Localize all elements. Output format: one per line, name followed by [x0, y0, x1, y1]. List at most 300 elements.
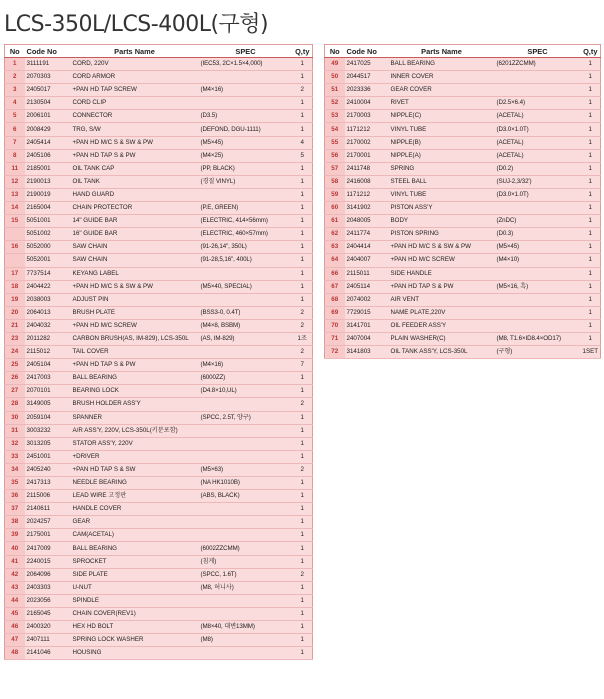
spec-cell: (D4.8×10,UL): [199, 385, 293, 398]
code-no-cell: 2165045: [25, 607, 71, 620]
table-row: [5, 477, 313, 490]
table-row: [5, 123, 313, 136]
code-no-cell: 2417009: [25, 542, 71, 555]
spec-cell: [199, 71, 293, 84]
row-number-cell: 67: [325, 280, 345, 293]
row-number-cell: 13: [5, 188, 25, 201]
row-number-cell: 48: [5, 647, 25, 660]
code-no-cell: 7737514: [25, 267, 71, 280]
quantity-cell: 1SET: [581, 346, 601, 359]
parts-name-cell: BRUSH HOLDER ASS'Y: [71, 398, 199, 411]
row-number-cell: 46: [5, 621, 25, 634]
parts-name-cell: NIPPLE(A): [389, 149, 495, 162]
code-no-cell: 2070303: [25, 71, 71, 84]
row-number-cell: 54: [325, 123, 345, 136]
row-number-cell: 21: [5, 319, 25, 332]
quantity-cell: 1: [293, 411, 313, 424]
table-row: [5, 581, 313, 594]
parts-name-cell: NAME PLATE,220V: [389, 306, 495, 319]
parts-name-cell: TAIL COVER: [71, 346, 199, 359]
quantity-cell: 1: [293, 215, 313, 228]
table-row: [5, 319, 313, 332]
parts-name-cell: NEEDLE BEARING: [71, 477, 199, 490]
spec-cell: (M8): [199, 634, 293, 647]
parts-name-cell: SPRING: [389, 162, 495, 175]
code-no-cell: 2059104: [25, 411, 71, 424]
row-number-cell: 40: [5, 542, 25, 555]
parts-name-cell: U-NUT: [71, 581, 199, 594]
spec-cell: [199, 97, 293, 110]
parts-name-cell: SIDE HANDLE: [389, 267, 495, 280]
table-row: [325, 319, 601, 332]
table-row: [325, 215, 601, 228]
parts-name-cell: +PAN HD TAP S & PW: [71, 149, 199, 162]
spec-cell: [495, 267, 581, 280]
code-no-cell: 2240015: [25, 555, 71, 568]
table-row: [5, 254, 313, 267]
parts-name-cell: LEAD WIRE 고정판: [71, 490, 199, 503]
quantity-cell: 1: [293, 71, 313, 84]
code-no-cell: 3141902: [345, 202, 389, 215]
parts-name-cell: OIL FEEDER ASS'Y: [389, 319, 495, 332]
spec-cell: (M5×40, SPECIAL): [199, 280, 293, 293]
code-no-cell: 2451001: [25, 450, 71, 463]
parts-name-cell: +PAN HD TAP S & SW: [71, 463, 199, 476]
spec-cell: (ACETAL): [495, 136, 581, 149]
row-number-cell: 25: [5, 359, 25, 372]
quantity-cell: 1: [293, 97, 313, 110]
row-number-cell: 1: [5, 58, 25, 71]
quantity-cell: 2: [293, 306, 313, 319]
spec-cell: (ELECTRIC, 460×57mm): [199, 228, 293, 241]
quantity-cell: 2: [293, 398, 313, 411]
parts-name-cell: OIL TANK CAP: [71, 162, 199, 175]
row-number-cell: 59: [325, 188, 345, 201]
row-number-cell: 49: [325, 58, 345, 71]
quantity-cell: 1: [581, 319, 601, 332]
spec-cell: (M4×16): [199, 359, 293, 372]
spec-cell: (D3.5): [199, 110, 293, 123]
spec-cell: [199, 450, 293, 463]
quantity-cell: 1: [581, 110, 601, 123]
parts-name-cell: INNER COVER: [389, 71, 495, 84]
page-title: LCS-350L/LCS-400L(구형): [4, 12, 269, 37]
table-row: [5, 188, 313, 201]
table-row: [5, 450, 313, 463]
spec-cell: (M4×16): [199, 84, 293, 97]
table-row: [5, 372, 313, 385]
code-no-cell: 2175001: [25, 529, 71, 542]
parts-name-cell: AIR VENT: [389, 293, 495, 306]
quantity-cell: 1: [581, 280, 601, 293]
table-row: [5, 71, 313, 84]
row-number-cell: 71: [325, 332, 345, 345]
code-no-cell: 2405017: [25, 84, 71, 97]
table-row: [5, 241, 313, 254]
spec-cell: [199, 594, 293, 607]
parts-name-cell: PLAIN WASHER(C): [389, 332, 495, 345]
header-spec: SPEC: [495, 45, 581, 58]
code-no-cell: 2405414: [25, 136, 71, 149]
parts-name-cell: BALL BEARING: [71, 542, 199, 555]
quantity-cell: 1: [581, 136, 601, 149]
code-no-cell: 3013205: [25, 437, 71, 450]
quantity-cell: 1: [293, 477, 313, 490]
code-no-cell: 2416008: [345, 175, 389, 188]
parts-name-cell: OIL TANK: [71, 175, 199, 188]
table-row: [325, 293, 601, 306]
quantity-cell: 1: [293, 267, 313, 280]
table-row: [5, 175, 313, 188]
quantity-cell: 1: [293, 202, 313, 215]
code-no-cell: 3111191: [25, 58, 71, 71]
row-number-cell: 64: [325, 254, 345, 267]
row-number-cell: 63: [325, 241, 345, 254]
code-no-cell: 2115006: [25, 490, 71, 503]
spec-cell: (M8, T1.6×ID8.4×OD17): [495, 332, 581, 345]
parts-name-cell: SPANNER: [71, 411, 199, 424]
quantity-cell: 1: [293, 241, 313, 254]
spec-cell: (M5×45): [495, 241, 581, 254]
row-number-cell: 39: [5, 529, 25, 542]
quantity-cell: 1: [581, 332, 601, 345]
quantity-cell: 1: [293, 594, 313, 607]
spec-cell: [495, 84, 581, 97]
parts-name-cell: SPRING LOCK WASHER: [71, 634, 199, 647]
table-row: [5, 437, 313, 450]
spec-cell: (D0.2): [495, 162, 581, 175]
row-number-cell: 20: [5, 306, 25, 319]
parts-name-cell: +PAN HD M/C SCREW: [389, 254, 495, 267]
code-no-cell: 2170001: [345, 149, 389, 162]
parts-name-cell: STATOR ASS'Y, 220V: [71, 437, 199, 450]
spec-cell: (ABS, BLACK): [199, 490, 293, 503]
row-number-cell: 34: [5, 463, 25, 476]
code-no-cell: 2405104: [25, 359, 71, 372]
quantity-cell: 4: [293, 136, 313, 149]
row-number-cell: 70: [325, 319, 345, 332]
quantity-cell: 1: [293, 542, 313, 555]
spec-cell: (M8×40, 대변13MM): [199, 621, 293, 634]
code-no-cell: 2115011: [345, 267, 389, 280]
spec-cell: (ELECTRIC, 414×56mm): [199, 215, 293, 228]
table-row: [5, 411, 313, 424]
code-no-cell: 2070101: [25, 385, 71, 398]
table-row: [325, 58, 601, 71]
parts-name-cell: SPROCKET: [71, 555, 199, 568]
parts-name-cell: +DRIVER: [71, 450, 199, 463]
parts-name-cell: SAW CHAIN: [71, 254, 199, 267]
header-code: Code No: [25, 45, 71, 58]
code-no-cell: 2190019: [25, 188, 71, 201]
row-number-cell: 56: [325, 149, 345, 162]
table-row: [5, 280, 313, 293]
quantity-cell: 1: [293, 175, 313, 188]
spec-cell: (구형): [495, 346, 581, 359]
table-row: [325, 188, 601, 201]
quantity-cell: 1: [293, 254, 313, 267]
parts-name-cell: GEAR COVER: [389, 84, 495, 97]
quantity-cell: 1: [581, 188, 601, 201]
quantity-cell: 1: [581, 97, 601, 110]
table-row: [325, 280, 601, 293]
code-no-cell: 3141701: [345, 319, 389, 332]
spec-cell: [199, 346, 293, 359]
quantity-cell: 1: [293, 188, 313, 201]
code-no-cell: 2405114: [345, 280, 389, 293]
quantity-cell: 1: [293, 581, 313, 594]
row-number-cell: 42: [5, 568, 25, 581]
parts-name-cell: 14" GUIDE BAR: [71, 215, 199, 228]
row-number-cell: 43: [5, 581, 25, 594]
code-no-cell: 2115012: [25, 346, 71, 359]
quantity-cell: 5: [293, 149, 313, 162]
code-no-cell: 2411774: [345, 228, 389, 241]
table-row: [5, 516, 313, 529]
row-number-cell: 6: [5, 123, 25, 136]
parts-name-cell: PISTON ASS'Y: [389, 202, 495, 215]
code-no-cell: 2006101: [25, 110, 71, 123]
code-no-cell: 2064013: [25, 306, 71, 319]
code-no-cell: 2048005: [345, 215, 389, 228]
parts-name-cell: +PAN HD M/C S & SW & PW: [389, 241, 495, 254]
quantity-cell: 1: [581, 241, 601, 254]
parts-name-cell: OIL TANK ASS'Y, LCS-350L: [389, 346, 495, 359]
spec-cell: (D2.5×6.4): [495, 97, 581, 110]
parts-name-cell: PISTON SPRING: [389, 228, 495, 241]
quantity-cell: 2: [293, 568, 313, 581]
table-row: [5, 490, 313, 503]
header-qty: Q,ty: [293, 45, 313, 58]
row-number-cell: 31: [5, 424, 25, 437]
table-row: [325, 175, 601, 188]
row-number-cell: 41: [5, 555, 25, 568]
table-row: [5, 555, 313, 568]
table-row: [325, 254, 601, 267]
parts-name-cell: SIDE PLATE: [71, 568, 199, 581]
spec-cell: (ACETAL): [495, 110, 581, 123]
quantity-cell: 1: [581, 123, 601, 136]
header-parts-name: Parts Name: [71, 45, 199, 58]
code-no-cell: 1171212: [345, 188, 389, 201]
table-row: [5, 647, 313, 660]
code-no-cell: 2074002: [345, 293, 389, 306]
code-no-cell: 2064096: [25, 568, 71, 581]
parts-name-cell: TRG, S/W: [71, 123, 199, 136]
table-row: [5, 215, 313, 228]
spec-cell: (M5×63): [199, 463, 293, 476]
code-no-cell: 2190013: [25, 175, 71, 188]
quantity-cell: 2: [293, 346, 313, 359]
parts-name-cell: NIPPLE(C): [389, 110, 495, 123]
parts-name-cell: +PAN HD M/C S & SW & PW: [71, 136, 199, 149]
row-number-cell: 2: [5, 71, 25, 84]
table-row: [325, 346, 601, 359]
row-number-cell: 27: [5, 385, 25, 398]
spec-cell: (IEC53, 2C×1.5×4,000): [199, 58, 293, 71]
code-no-cell: 2038003: [25, 293, 71, 306]
code-no-cell: 2410004: [345, 97, 389, 110]
parts-name-cell: STEEL BALL: [389, 175, 495, 188]
spec-cell: (AS, IM-829): [199, 332, 293, 345]
spec-cell: [199, 529, 293, 542]
parts-name-cell: CHAIN PROTECTOR: [71, 202, 199, 215]
code-no-cell: 2405106: [25, 149, 71, 162]
row-number-cell: 66: [325, 267, 345, 280]
parts-name-cell: NIPPLE(B): [389, 136, 495, 149]
spec-cell: [199, 267, 293, 280]
header-parts-name: Parts Name: [389, 45, 495, 58]
spec-cell: [199, 516, 293, 529]
row-number-cell: 8: [5, 149, 25, 162]
table-row: [5, 293, 313, 306]
row-number-cell: [5, 228, 25, 241]
row-number-cell: 57: [325, 162, 345, 175]
table-row: [5, 503, 313, 516]
table-row: [5, 110, 313, 123]
quantity-cell: 1: [581, 267, 601, 280]
quantity-cell: 2: [293, 463, 313, 476]
parts-name-cell: CORD, 220V: [71, 58, 199, 71]
table-row: [5, 149, 313, 162]
table-row: [5, 346, 313, 359]
quantity-cell: 1: [293, 503, 313, 516]
row-number-cell: 38: [5, 516, 25, 529]
parts-name-cell: +PAN HD TAP S & PW: [71, 359, 199, 372]
code-no-cell: 2141046: [25, 647, 71, 660]
row-number-cell: 45: [5, 607, 25, 620]
code-no-cell: 2011282: [25, 332, 71, 345]
table-row: [325, 136, 601, 149]
row-number-cell: 52: [325, 97, 345, 110]
quantity-cell: 1조: [293, 332, 313, 345]
quantity-cell: 1: [293, 385, 313, 398]
quantity-cell: 1: [293, 607, 313, 620]
code-no-cell: 2185001: [25, 162, 71, 175]
code-no-cell: 2405240: [25, 463, 71, 476]
table-row: [5, 621, 313, 634]
code-no-cell: 2404422: [25, 280, 71, 293]
code-no-cell: 5051002: [25, 228, 71, 241]
parts-table-left: [4, 44, 313, 660]
table-row: [5, 97, 313, 110]
header-no: No: [5, 45, 25, 58]
quantity-cell: 1: [293, 424, 313, 437]
quantity-cell: 7: [293, 359, 313, 372]
parts-name-cell: CORD CLIP: [71, 97, 199, 110]
row-number-cell: 60: [325, 202, 345, 215]
table-row: [5, 228, 313, 241]
spec-cell: (6002ZZCMM): [199, 542, 293, 555]
parts-name-cell: VINYL TUBE: [389, 123, 495, 136]
code-no-cell: 2400320: [25, 621, 71, 634]
spec-cell: (91-26,14", 350L): [199, 241, 293, 254]
row-number-cell: 5: [5, 110, 25, 123]
code-no-cell: 2403303: [25, 581, 71, 594]
spec-cell: [199, 607, 293, 620]
table-row: [325, 97, 601, 110]
quantity-cell: 1: [293, 372, 313, 385]
spec-cell: [495, 202, 581, 215]
row-number-cell: 51: [325, 84, 345, 97]
parts-name-cell: CORD ARMOR: [71, 71, 199, 84]
table-row: [5, 529, 313, 542]
code-no-cell: 3149005: [25, 398, 71, 411]
row-number-cell: 69: [325, 306, 345, 319]
code-no-cell: 2170002: [345, 136, 389, 149]
spec-cell: (SUJ-2,3/32'): [495, 175, 581, 188]
spec-cell: [199, 188, 293, 201]
code-no-cell: 2023056: [25, 594, 71, 607]
quantity-cell: 1: [293, 621, 313, 634]
table-row: [5, 424, 313, 437]
header-code: Code No: [345, 45, 389, 58]
spec-cell: (P.E, GREEN): [199, 202, 293, 215]
spec-cell: (SPCC, 2.5T, 양구): [199, 411, 293, 424]
spec-cell: [199, 503, 293, 516]
code-no-cell: 2024257: [25, 516, 71, 529]
code-no-cell: 5052000: [25, 241, 71, 254]
spec-cell: (D3.0×1.0T): [495, 188, 581, 201]
spec-cell: (M8, 허니사): [199, 581, 293, 594]
quantity-cell: 1: [581, 162, 601, 175]
table-row: [5, 136, 313, 149]
parts-name-cell: BODY: [389, 215, 495, 228]
code-no-cell: 3141803: [345, 346, 389, 359]
spec-cell: (M5×45): [199, 136, 293, 149]
table-row: [325, 71, 601, 84]
spec-cell: [495, 319, 581, 332]
spec-cell: [199, 293, 293, 306]
parts-name-cell: +PAN HD M/C SCREW: [71, 319, 199, 332]
parts-name-cell: HANDLE COVER: [71, 503, 199, 516]
spec-cell: (PP, BLACK): [199, 162, 293, 175]
table-row: [325, 332, 601, 345]
quantity-cell: 1: [581, 306, 601, 319]
row-number-cell: 47: [5, 634, 25, 647]
code-no-cell: 3003232: [25, 424, 71, 437]
row-number-cell: 32: [5, 437, 25, 450]
quantity-cell: 1: [293, 123, 313, 136]
row-number-cell: 35: [5, 477, 25, 490]
code-no-cell: 2140611: [25, 503, 71, 516]
quantity-cell: 1: [293, 555, 313, 568]
code-no-cell: 5051001: [25, 215, 71, 228]
row-number-cell: 26: [5, 372, 25, 385]
code-no-cell: 2165004: [25, 202, 71, 215]
table-row: [325, 123, 601, 136]
spec-cell: (D3.0×1.0T): [495, 123, 581, 136]
parts-name-cell: CARBON BRUSH(AS, IM-829), LCS-350L: [71, 332, 199, 345]
row-number-cell: 44: [5, 594, 25, 607]
spec-cell: (SPCC, 1.6T): [199, 568, 293, 581]
quantity-cell: 1: [293, 647, 313, 660]
quantity-cell: 1: [581, 84, 601, 97]
quantity-cell: 1: [293, 437, 313, 450]
row-number-cell: 58: [325, 175, 345, 188]
code-no-cell: 2404414: [345, 241, 389, 254]
spec-cell: [199, 424, 293, 437]
code-no-cell: 2417003: [25, 372, 71, 385]
parts-name-cell: KEYANG LABEL: [71, 267, 199, 280]
spec-cell: (경질 VINYL): [199, 175, 293, 188]
table-row: [5, 463, 313, 476]
table-row: [325, 84, 601, 97]
table-row: [5, 306, 313, 319]
parts-name-cell: CHAIN COVER(REV1): [71, 607, 199, 620]
code-no-cell: 2404007: [345, 254, 389, 267]
row-number-cell: 28: [5, 398, 25, 411]
